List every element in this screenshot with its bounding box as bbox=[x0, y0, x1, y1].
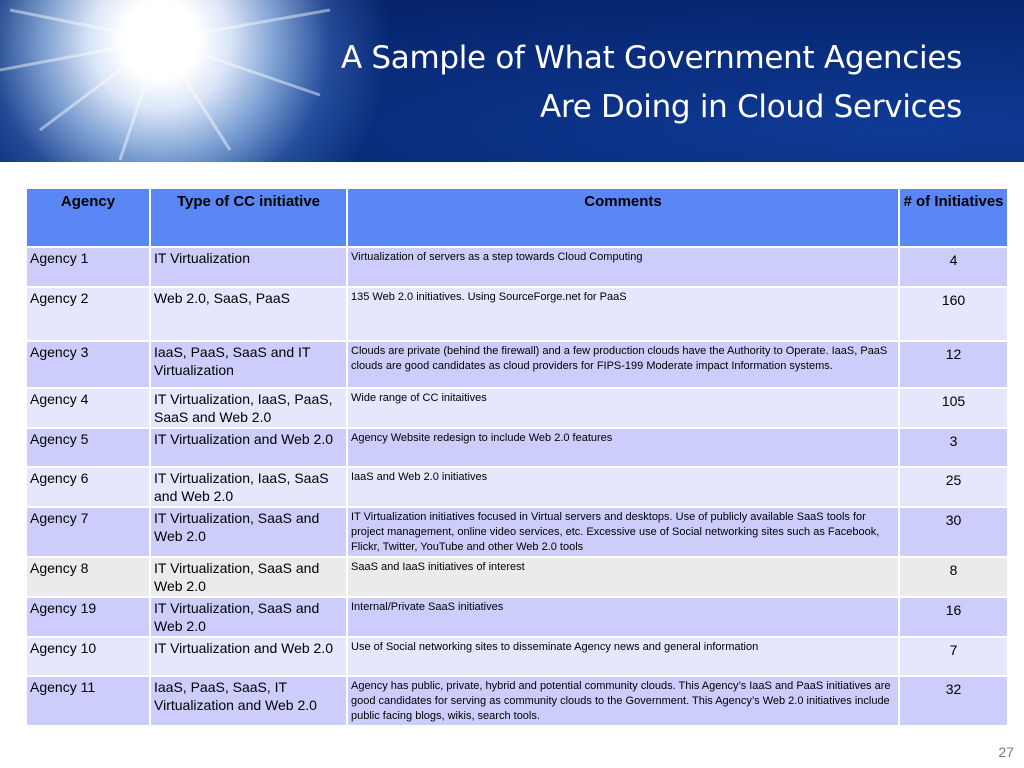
cell-agency: Agency 10 bbox=[26, 637, 150, 676]
cell-count: 12 bbox=[899, 341, 1008, 388]
cell-comments: IaaS and Web 2.0 initiatives bbox=[347, 467, 899, 507]
cell-type: IT Virtualization bbox=[150, 247, 347, 287]
cell-type: IT Virtualization and Web 2.0 bbox=[150, 637, 347, 676]
cell-comments: Agency Website redesign to include Web 2.0 features bbox=[347, 428, 899, 467]
cell-count: 3 bbox=[899, 428, 1008, 467]
cell-type: IT Virtualization and Web 2.0 bbox=[150, 428, 347, 467]
cell-agency: Agency 5 bbox=[26, 428, 150, 467]
cell-type: Web 2.0, SaaS, PaaS bbox=[150, 287, 347, 341]
agency-initiatives-table bbox=[25, 187, 1009, 727]
cell-count: 32 bbox=[899, 676, 1008, 726]
cell-count: 160 bbox=[899, 287, 1008, 341]
table-row bbox=[26, 637, 1008, 676]
cell-agency: Agency 1 bbox=[26, 247, 150, 287]
cell-comments: Wide range of CC initaitives bbox=[347, 388, 899, 428]
cell-agency: Agency 4 bbox=[26, 388, 150, 428]
header-agency: Agency bbox=[26, 188, 150, 247]
cell-comments: Agency has public, private, hybrid and potential community clouds. This Agency’s IaaS and PaaS initiatives are good candidates for serving as community clouds to the Government. This Agency’s Web 2.0 initiatives include public facing blogs, wikis, search tools. bbox=[347, 676, 899, 726]
table-row bbox=[26, 557, 1008, 597]
cell-type: IT Virtualization, SaaS and Web 2.0 bbox=[150, 597, 347, 637]
header-comments: Comments bbox=[347, 188, 899, 247]
cell-type: IT Virtualization, SaaS and Web 2.0 bbox=[150, 507, 347, 557]
cell-type: IaaS, PaaS, SaaS and IT Virtualization bbox=[150, 341, 347, 388]
cell-type: IaaS, PaaS, SaaS, IT Virtualization and Web 2.0 bbox=[150, 676, 347, 726]
cell-count: 8 bbox=[899, 557, 1008, 597]
cell-type: IT Virtualization, IaaS, SaaS and Web 2.0 bbox=[150, 467, 347, 507]
table-row bbox=[26, 341, 1008, 388]
table-row bbox=[26, 287, 1008, 341]
header-count: # of Initiatives bbox=[899, 188, 1008, 247]
table-row bbox=[26, 428, 1008, 467]
title-banner bbox=[0, 0, 1024, 162]
cell-comments: Use of Social networking sites to disseminate Agency news and general information bbox=[347, 637, 899, 676]
table-row bbox=[26, 597, 1008, 637]
title-line-2: Are Doing in Cloud Services bbox=[540, 89, 962, 125]
table-row bbox=[26, 507, 1008, 557]
table-row bbox=[26, 388, 1008, 428]
cell-count: 4 bbox=[899, 247, 1008, 287]
cell-comments: Clouds are private (behind the firewall) and a few production clouds have the Authority to Operate. IaaS, PaaS clouds are good candidates as cloud providers for FIPS-199 Moderate impact Information systems. bbox=[347, 341, 899, 388]
cell-count: 25 bbox=[899, 467, 1008, 507]
cell-agency: Agency 3 bbox=[26, 341, 150, 388]
cell-count: 7 bbox=[899, 637, 1008, 676]
cell-type: IT Virtualization, SaaS and Web 2.0 bbox=[150, 557, 347, 597]
cell-count: 105 bbox=[899, 388, 1008, 428]
header-type: Type of CC initiative bbox=[150, 188, 347, 247]
table-row bbox=[26, 247, 1008, 287]
cell-comments: SaaS and IaaS initiatives of interest bbox=[347, 557, 899, 597]
cell-agency: Agency 2 bbox=[26, 287, 150, 341]
cell-count: 16 bbox=[899, 597, 1008, 637]
page-number: 27 bbox=[998, 744, 1014, 760]
cell-comments: 135 Web 2.0 initiatives. Using SourceForge.net for PaaS bbox=[347, 287, 899, 341]
slide-title bbox=[341, 34, 962, 132]
table-row bbox=[26, 676, 1008, 726]
cell-agency: Agency 6 bbox=[26, 467, 150, 507]
cell-type: IT Virtualization, IaaS, PaaS, SaaS and Web 2.0 bbox=[150, 388, 347, 428]
cell-agency: Agency 7 bbox=[26, 507, 150, 557]
title-line-1: A Sample of What Government Agencies bbox=[340, 40, 962, 76]
cell-agency: Agency 19 bbox=[26, 597, 150, 637]
cell-comments: Virtualization of servers as a step towards Cloud Computing bbox=[347, 247, 899, 287]
cell-agency: Agency 8 bbox=[26, 557, 150, 597]
cell-comments: Internal/Private SaaS initiatives bbox=[347, 597, 899, 637]
cell-count: 30 bbox=[899, 507, 1008, 557]
cell-agency: Agency 11 bbox=[26, 676, 150, 726]
table-header-row bbox=[26, 188, 1008, 247]
cell-comments: IT Virtualization initiatives focused in Virtual servers and desktops. Use of publicly available SaaS tools for project management, online video services, etc. Excessive use of Social networking sites such as Facebook, Flickr, Twitter, YouTube and other Web 2.0 tools bbox=[347, 507, 899, 557]
table-row bbox=[26, 467, 1008, 507]
sunburst-graphic bbox=[0, 0, 360, 162]
